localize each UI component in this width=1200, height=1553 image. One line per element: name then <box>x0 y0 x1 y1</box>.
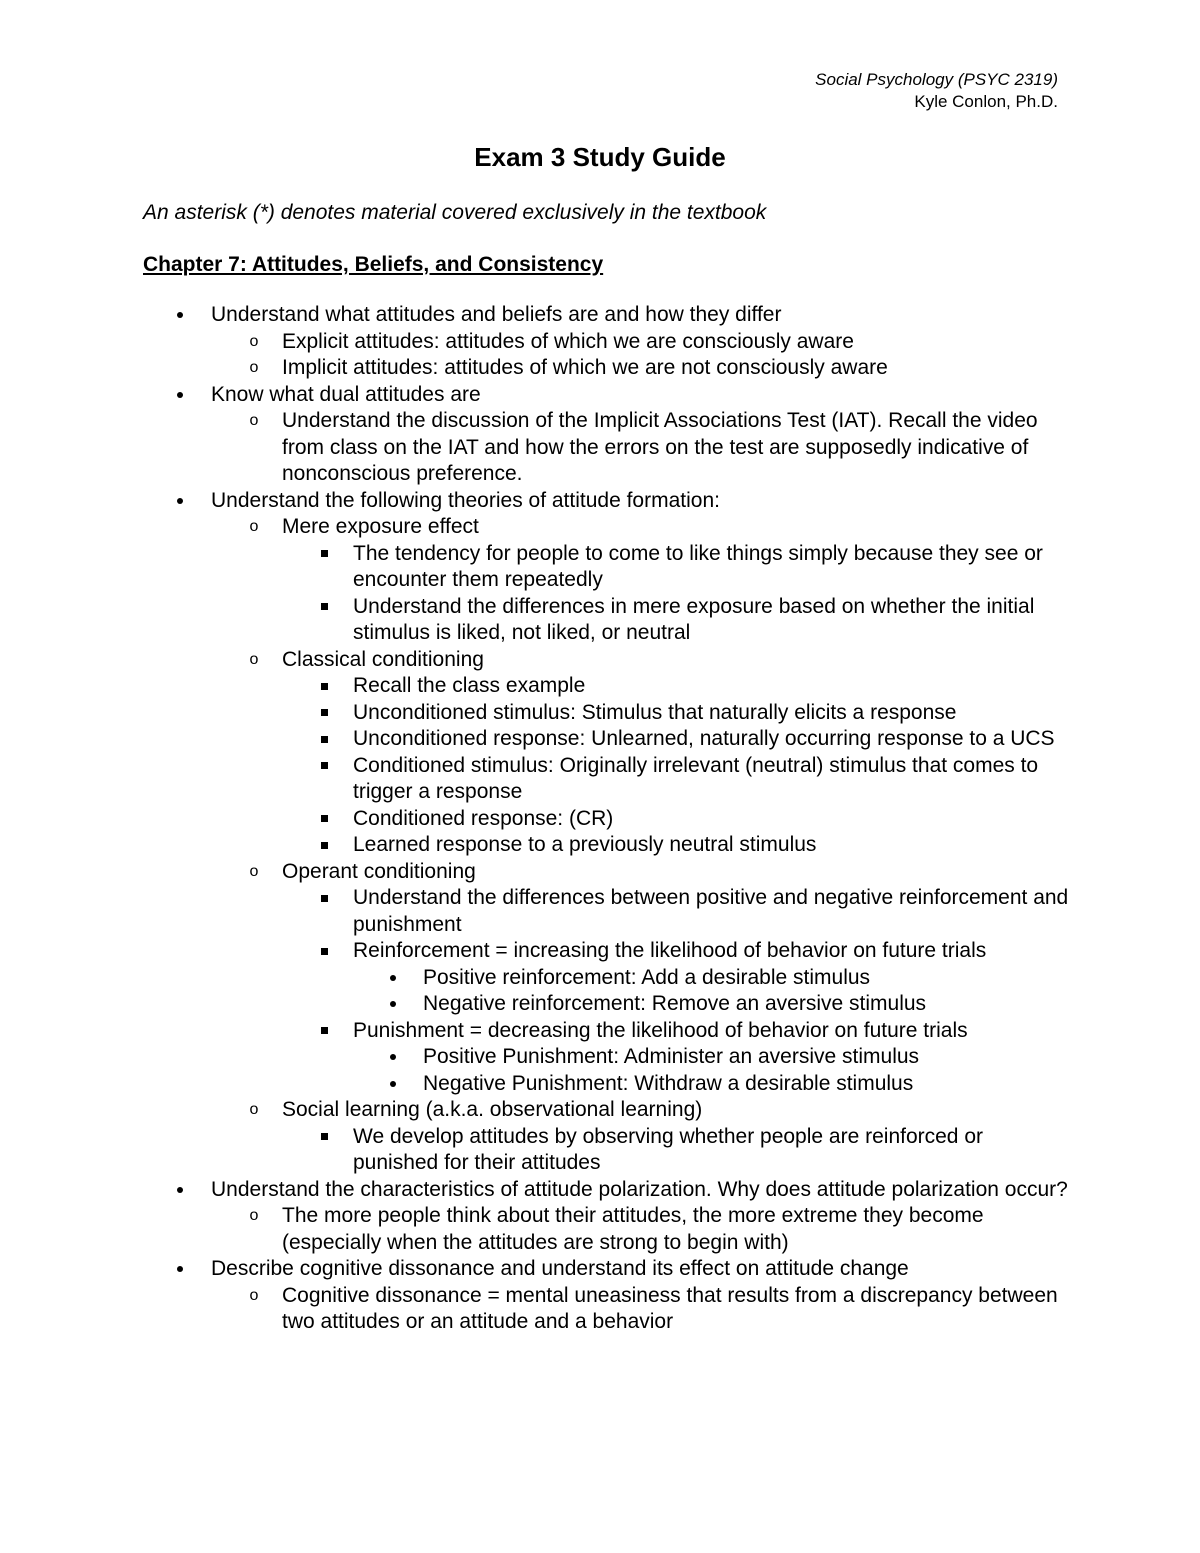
outline-item-text: Understand what attitudes and beliefs are and how they differ <box>211 303 782 326</box>
outline-item-level-1 <box>0 1256 1200 1283</box>
bullet-circle-icon: o <box>249 412 259 429</box>
outline-item-text: Understand the characteristics of attitude polarization. Why does attitude polarization occur? <box>211 1177 1068 1201</box>
instructor-name: Kyle Conlon, Ph.D. <box>914 92 1058 111</box>
outline-item-text: Positive Punishment: Administer an aversive stimulus <box>423 1045 920 1068</box>
bullet-square-icon <box>314 700 334 727</box>
outline-item-level-3 <box>0 594 1200 647</box>
bullet-dot-icon <box>170 488 190 515</box>
outline-item-level-3 <box>0 1124 1200 1177</box>
outline-item-level-2 <box>0 1203 1200 1256</box>
outline-item-text: Understand the differences in mere exposure based on whether the initial stimulus is liked, not liked, or neutral <box>353 594 1035 644</box>
outline-item-level-1 <box>0 382 1200 409</box>
asterisk-note: An asterisk (*) denotes material covered exclusively in the textbook <box>143 201 767 224</box>
bullet-dot-icon <box>383 1071 403 1098</box>
outline-item-text: The tendency for people to come to like things simply because they see or encounter them repeatedly <box>353 541 1043 591</box>
bullet-square-icon <box>314 753 334 780</box>
outline-item-level-3 <box>0 753 1200 806</box>
bullet-circle-icon: o <box>249 359 259 376</box>
bullet-dot-icon <box>170 302 190 329</box>
page-title: Exam 3 Study Guide <box>474 142 726 172</box>
outline-item-text: Explicit attitudes: attitudes of which we are consciously aware <box>282 329 854 353</box>
outline-item-text: Conditioned response: (CR) <box>353 806 614 830</box>
outline-item-text: Negative Punishment: Withdraw a desirable stimulus <box>423 1071 914 1095</box>
bullet-circle-icon: o <box>249 1101 259 1118</box>
outline-item-text: Understand the following theories of attitude formation: <box>211 488 720 512</box>
bullet-circle-icon: o <box>249 862 259 880</box>
bullet-dot-icon <box>170 382 190 409</box>
course-name: Social Psychology (PSYC 2319) <box>815 70 1058 89</box>
outline-item-level-1 <box>0 488 1200 515</box>
study-outline <box>0 302 1200 1336</box>
bullet-dot-icon <box>170 1177 190 1204</box>
outline-item-text: Unconditioned response: Unlearned, naturally occurring response to a UCS <box>353 727 1055 750</box>
outline-item-text: Understand the differences between positive and negative reinforcement and punishment <box>353 886 1069 936</box>
outline-item-level-3 <box>0 700 1200 727</box>
outline-item-text: Social learning (a.k.a. observational learning) <box>282 1098 703 1121</box>
bullet-circle-icon: o <box>249 1286 259 1304</box>
outline-item-level-3 <box>0 832 1200 859</box>
bullet-square-icon <box>314 1018 334 1045</box>
outline-item-level-4 <box>0 1044 1200 1071</box>
outline-item-level-3 <box>0 938 1200 965</box>
bullet-square-icon <box>314 673 334 700</box>
bullet-square-icon <box>314 594 334 621</box>
outline-item-text: Punishment = decreasing the likelihood of behavior on future trials <box>353 1018 968 1042</box>
outline-item-level-4 <box>0 991 1200 1018</box>
bullet-square-icon <box>314 938 334 965</box>
bullet-square-icon <box>314 832 334 859</box>
outline-item-text: Learned response to a previously neutral stimulus <box>353 833 817 856</box>
bullet-circle-icon: o <box>249 1207 259 1224</box>
outline-item-text: Operant conditioning <box>282 859 476 883</box>
bullet-square-icon <box>314 1124 334 1151</box>
outline-item-text: Know what dual attitudes are <box>211 382 481 406</box>
outline-item-text: Cognitive dissonance = mental uneasiness that results from a discrepancy between two attitudes or an attitude and a behavior <box>282 1283 1058 1333</box>
outline-item-text: Describe cognitive dissonance and understand its effect on attitude change <box>211 1257 909 1280</box>
outline-item-level-4 <box>0 1071 1200 1098</box>
outline-item-level-3 <box>0 885 1200 938</box>
outline-item-level-2 <box>0 514 1200 541</box>
bullet-square-icon <box>314 726 334 753</box>
outline-item-level-2 <box>0 329 1200 356</box>
outline-item-text: We develop attitudes by observing whether people are reinforced or punished for their attitudes <box>353 1124 983 1174</box>
outline-item-text: Conditioned stimulus: Originally irrelevant (neutral) stimulus that comes to trigger a response <box>353 753 1039 803</box>
bullet-dot-icon <box>383 991 403 1018</box>
outline-item-level-2 <box>0 408 1200 488</box>
outline-item-text: Classical conditioning <box>282 647 484 671</box>
outline-item-level-2 <box>0 859 1200 886</box>
bullet-circle-icon: o <box>249 650 259 668</box>
page-header <box>815 69 1058 113</box>
bullet-square-icon <box>314 541 334 568</box>
bullet-square-icon <box>314 806 334 833</box>
outline-item-level-1 <box>0 1177 1200 1204</box>
outline-item-text: Mere exposure effect <box>282 515 479 538</box>
bullet-circle-icon: o <box>249 332 259 350</box>
outline-item-text: Reinforcement = increasing the likelihood of behavior on future trials <box>353 939 987 962</box>
bullet-dot-icon <box>170 1256 190 1283</box>
outline-item-level-4 <box>0 965 1200 992</box>
chapter-heading: Chapter 7: Attitudes, Beliefs, and Consistency <box>143 253 604 276</box>
bullet-dot-icon <box>383 1044 403 1071</box>
outline-item-level-2 <box>0 1097 1200 1124</box>
bullet-dot-icon <box>383 965 403 992</box>
outline-item-level-3 <box>0 1018 1200 1045</box>
outline-item-text: Recall the class example <box>353 674 586 697</box>
outline-item-level-3 <box>0 541 1200 594</box>
outline-item-text: Unconditioned stimulus: Stimulus that naturally elicits a response <box>353 700 957 724</box>
outline-item-text: Understand the discussion of the Implicit Associations Test (IAT). Recall the video from class on the IAT and how the errors on the test are supposedly indicative of nonconscious preference. <box>282 409 1038 485</box>
outline-item-text: Negative reinforcement: Remove an aversive stimulus <box>423 992 927 1015</box>
outline-item-text: Implicit attitudes: attitudes of which we are not consciously aware <box>282 356 888 379</box>
bullet-square-icon <box>314 885 334 912</box>
outline-item-level-2 <box>0 1283 1200 1336</box>
outline-item-level-2 <box>0 647 1200 674</box>
outline-item-level-3 <box>0 673 1200 700</box>
outline-item-text: Positive reinforcement: Add a desirable stimulus <box>423 965 871 989</box>
bullet-circle-icon: o <box>249 518 259 535</box>
outline-item-level-1 <box>0 302 1200 329</box>
outline-item-level-2 <box>0 355 1200 382</box>
outline-item-level-3 <box>0 726 1200 753</box>
outline-item-level-3 <box>0 806 1200 833</box>
outline-item-text: The more people think about their attitudes, the more extreme they become (especially when the attitudes are strong to begin with) <box>282 1204 984 1254</box>
